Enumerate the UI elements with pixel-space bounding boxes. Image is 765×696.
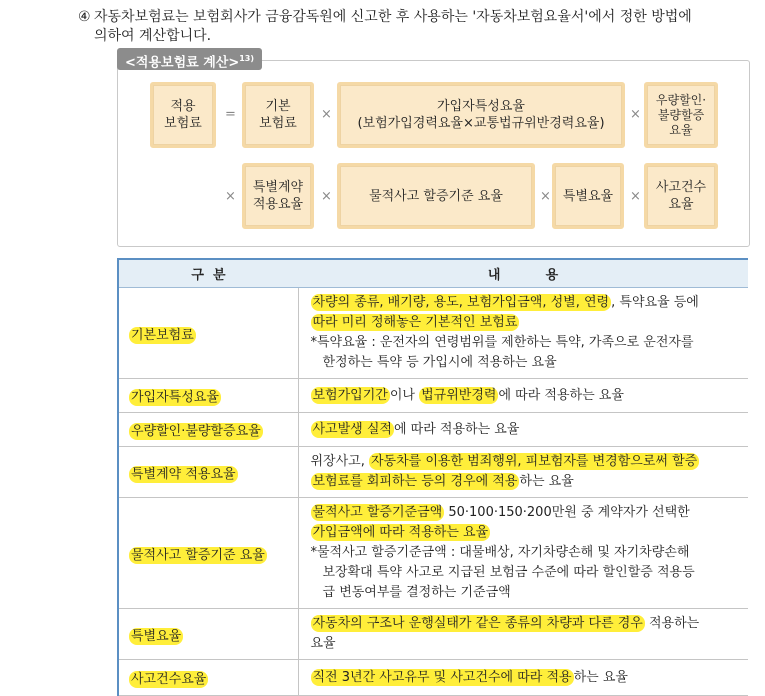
calc-title: <적용보험료 계산>$^{13)}$ (117, 48, 262, 70)
special-rate-box: 특별요율 (552, 163, 624, 229)
applied-premium-box: 적용 보험료 (150, 82, 216, 148)
table-row: 특별계약 적용요율 위장사고, 자동차를 이용한 범죄행위, 피보험자를 변경함으로써 할증 보험료를 회피하는 등의 경우에 적용 하는 요율 (118, 447, 748, 498)
table-row: 물적사고 할증기준 요율 물적사고 할증기준금액 50·100·150·200만원 중 계약자가 선택한 가입금액에 따라 적용하는 요율 *물적사고 할증기준금액 : 대물배상, 자기차량손해 및 자기차량손해 보장확대 특약 사고로 지급된 보험금 수준에 따라 할인할증 적용등 급 변동여부를 결정하는 기준금액 (118, 498, 748, 609)
multiply-sign: × (630, 107, 641, 122)
special-contract-rate-box: 특별계약 적용요율 (242, 163, 314, 229)
item-number: ④ (78, 9, 91, 25)
table-row: 가입자특성요율 보험가입기간 이나 법규위반경력 에 따라 적용하는 요율 (118, 379, 748, 413)
subscriber-characteristic-rate-box: 가입자특성요율 (보험가입경력요율×교통법규위반경력요율) (337, 82, 625, 148)
multiply-sign: × (225, 189, 236, 204)
accident-count-rate-box: 사고건수 요율 (644, 163, 718, 229)
property-damage-surcharge-rate-box: 물적사고 할증기준 요율 (337, 163, 535, 229)
row-label: 특별요율 (131, 628, 182, 644)
intro-line-2: 의하여 계산합니다. (94, 28, 212, 44)
row-label: 물적사고 할증기준 요율 (131, 547, 265, 563)
row-label: 사고건수요율 (131, 672, 207, 687)
footnote-ref: 13) (239, 54, 255, 63)
row-label: 특별계약 적용요율 (131, 466, 236, 482)
table-header-row (118, 259, 748, 288)
intro-line-1: 자동차보험료는 보험회사가 금융감독원에 신고한 후 사용하는 '자동차보험요율서'에서 정한 방법에 (94, 9, 692, 25)
multiply-sign: × (630, 189, 641, 204)
base-premium-box: 기본 보험료 (242, 82, 314, 148)
header-content: 내 용 (298, 259, 748, 288)
table-row: 기본보험료 차량의 종류, 배기량, 용도, 보험가입금액, 성별, 연령 , 특약요율 등에 따라 미리 정해놓은 기본적인 보험료 *특약요율 : 운전자의 연령범위를 제한하는 특약, 가족으로 운전자를 한정하는 특약 등 가입시에 적용하는 요율 (118, 288, 748, 379)
table-row: 특별요율 자동차의 구조나 운행실태가 같은 종류의 차량과 다른 경우 적용하는 요율 (118, 609, 748, 660)
table-row: 우량할인·불량할증요율 사고발생 실적 에 따라 적용하는 요율 (118, 413, 748, 447)
row-label: 가입자특성요율 (131, 390, 219, 405)
multiply-sign: × (321, 107, 332, 122)
row-label: 기본보험료 (131, 327, 194, 343)
intro-paragraph (78, 8, 758, 46)
table-row: 사고건수요율 직전 3년간 사고유무 및 사고건수에 따라 적용 하는 요율 (118, 660, 748, 696)
equals-sign: = (225, 107, 236, 122)
rate-explanation-table (117, 258, 748, 696)
multiply-sign: × (321, 189, 332, 204)
row-label: 우량할인·불량할증요율 (131, 424, 261, 439)
header-category: 구 분 (118, 259, 298, 288)
good-bad-driver-rate-box: 우량할인· 불량할증 요율 (644, 82, 718, 148)
multiply-sign: × (540, 189, 551, 204)
